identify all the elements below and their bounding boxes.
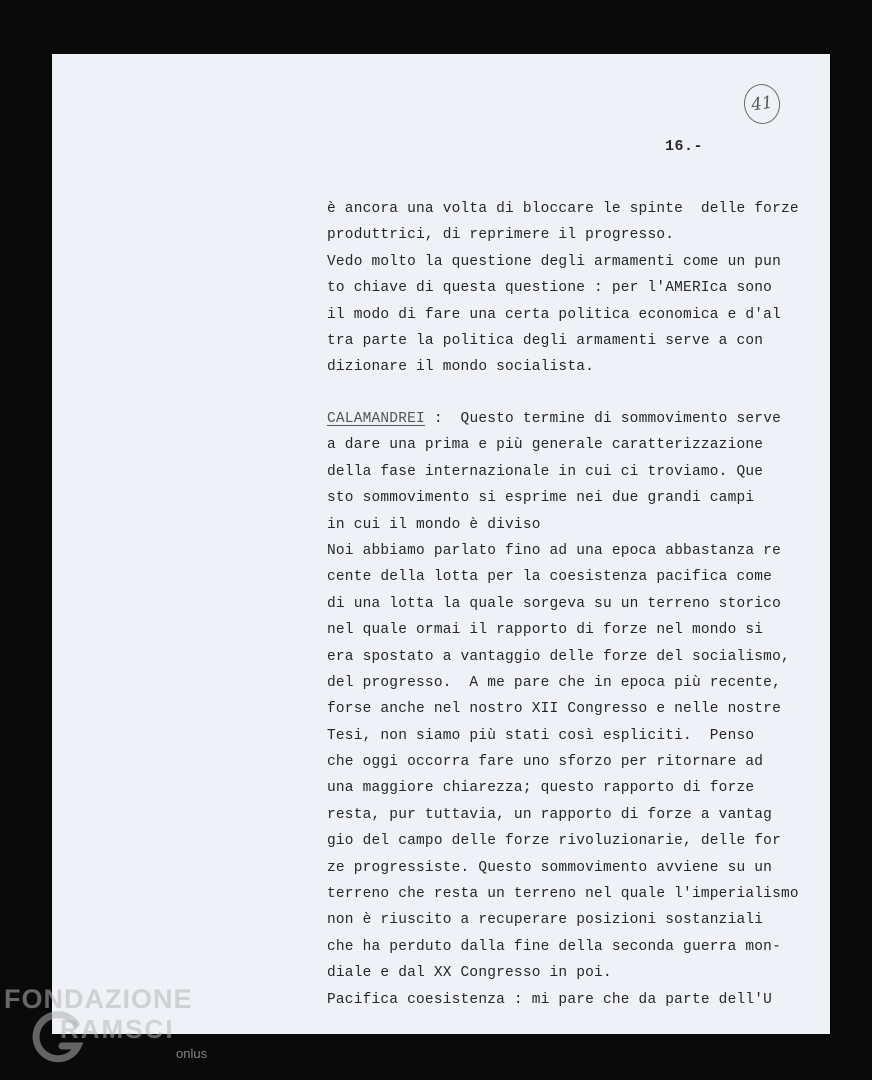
text-line: il modo di fare una certa politica economica e d'al — [327, 306, 781, 323]
text-line: Vedo molto la questione degli armamenti come un pun — [327, 253, 781, 270]
text-line: terreno che resta un terreno nel quale l'imperialismo — [327, 886, 799, 903]
text-line: in cui il mondo è diviso — [327, 516, 541, 533]
speaker-separator: : — [424, 411, 452, 427]
text-line: resta, pur tuttavia, un rapporto di forze a vantag — [327, 806, 773, 823]
speaker-line-text: Questo termine di sommovimento serve — [451, 411, 781, 427]
text-line: to chiave di questa questione : per l'AMERIca sono — [327, 280, 773, 297]
paragraph-2 — [327, 406, 827, 1013]
text-line: nel quale ormai il rapporto di forze nel mondo si — [327, 622, 764, 639]
text-line: è ancora una volta di bloccare le spinte delle forze — [327, 201, 799, 217]
text-line: gio del campo delle forze rivoluzionarie, delle for — [327, 833, 781, 850]
document-page — [52, 54, 830, 1034]
watermark-line-2: RAMSCI — [60, 1014, 175, 1044]
watermark-suffix: onlus — [176, 1046, 208, 1061]
fondazione-gramsci-watermark — [4, 984, 224, 1074]
text-line: sto sommovimento si esprime nei due grandi campi — [327, 490, 755, 507]
text-line: era spostato a vantaggio delle forze del socialismo, — [327, 648, 790, 665]
text-line: Pacifica coesistenza : mi pare che da parte dell'U — [327, 991, 773, 1008]
text-line: produttrici, di reprimere il progresso. — [327, 227, 675, 244]
text-line: del progresso. A me pare che in epoca più recente, — [327, 674, 781, 691]
text-line: a dare una prima e più generale caratterizzazione — [327, 437, 764, 454]
text-line: una maggiore chiarezza; questo rapporto di forze — [327, 780, 755, 797]
text-line: Noi abbiamo parlato fino ad una epoca abbastanza re — [327, 542, 781, 559]
text-line: diale e dal XX Congresso in poi. — [327, 965, 612, 982]
text-line: Tesi, non siamo più stati così espliciti. Penso — [327, 727, 755, 744]
text-line: dizionare il mondo socialista. — [327, 359, 595, 376]
text-line: ze progressiste. Questo sommovimento avviene su un — [327, 859, 773, 876]
watermark-line-1: FONDAZIONE — [4, 984, 193, 1014]
text-line: tra parte la politica degli armamenti serve a con — [327, 332, 764, 349]
speaker-line — [327, 406, 827, 432]
archive-page-mark-number: 41 — [749, 92, 775, 116]
speaker-name: CALAMANDREI — [327, 411, 425, 427]
archive-page-mark — [741, 82, 782, 127]
text-line: forse anche nel nostro XII Congresso e nelle nostre — [327, 701, 781, 718]
text-line: che oggi occorra fare uno sforzo per ritornare ad — [327, 754, 764, 771]
text-line: di una lotta la quale sorgeva su un terreno storico — [327, 595, 781, 612]
text-line: cente della lotta per la coesistenza pacifica come — [327, 569, 773, 586]
text-line: non è riuscito a recuperare posizioni sostanziali — [327, 912, 764, 929]
text-line: che ha perduto dalla fine della seconda guerra mon- — [327, 938, 781, 955]
paragraph-1 — [327, 196, 827, 381]
text-line: della fase internazionale in cui ci troviamo. Que — [327, 463, 764, 480]
page-number: 16.- — [665, 138, 704, 155]
